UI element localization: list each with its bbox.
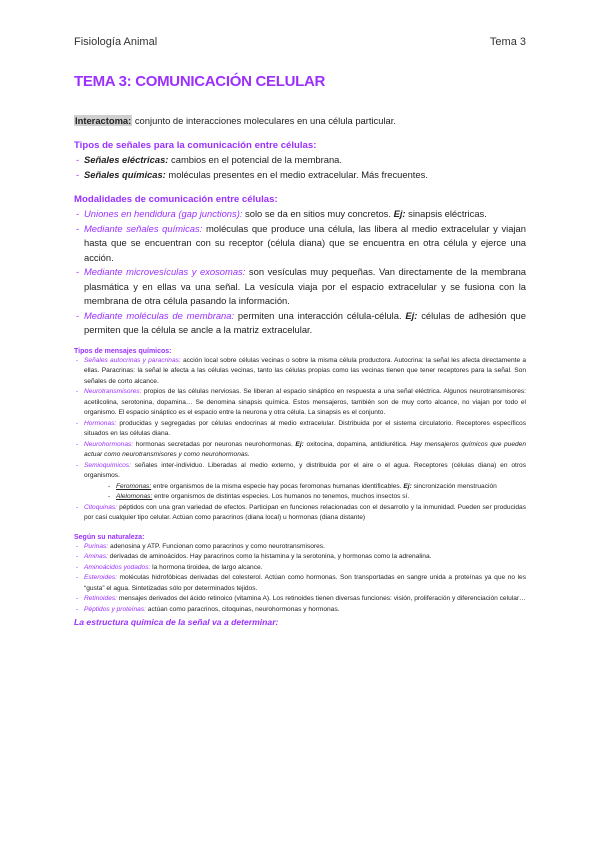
heading-modalidades: Modalidades de comunicación entre células: bbox=[74, 194, 278, 205]
heading-naturaleza: Según su naturaleza: bbox=[74, 533, 145, 541]
list-item: - Hormonas: producidas y segregadas por células endocrinas al medio extracelular. Distribuida por el sistema circulatorio. Receptores específicos situados en las células diana. bbox=[76, 419, 526, 437]
list-item: - Neurotransmisores: propios de las células nerviosas. Se liberan al espacio sináptico en respuesta a una señal eléctrica. Algunos neurotransmisores: acetilcolina, serotonina, dopamina… Se denomina sinapsis química. Estos mensajeros, también son de muy corto alcance, no viajan por todo el organismo. El espacio sináptico es el espacio entre la neurona y otra célula. La sinapsis es el conjunto. bbox=[76, 388, 526, 416]
list-item: - Citoquinas: péptidos con una gran variedad de efectos. Participan en funciones relacionadas con el desarrollo y la inmunidad. Pueden ser producidas por casi cualquier tipo celular. Actúan como paracrinos (diana local) u hormonas (diana distante) bbox=[76, 503, 526, 521]
list-item: - Neurohormonas: hormonas secretadas por neuronas neurohormonas. Ej: oxitocina, dopamina, antidiurética. Hay mensajeros químicos que pueden actuar como neurotransmisores y como neurohormonas. bbox=[76, 440, 526, 458]
page-title: TEMA 3: COMUNICACIÓN CELULAR bbox=[74, 73, 326, 90]
list-item: - Señales químicas: moléculas presentes en el medio extracelular. Más frecuentes. bbox=[76, 168, 428, 180]
page-header bbox=[74, 36, 526, 48]
header-course: Fisiología Animal bbox=[74, 36, 158, 48]
list-item: - Mediante microvesículas y exosomas: son vesículas muy pequeñas. Van directamente de la membrana plasmática y en ellas va una señal. La vesícula viaja por el espacio extracelular y se fusiona con la membrana de otra célula pasando la información. bbox=[76, 266, 526, 306]
interactoma-definition: Interactoma: conjunto de interacciones moleculares en una célula particular. bbox=[75, 115, 396, 126]
list-item: - Aminas: derivadas de aminoácidos. Hay paracrinos como la histamina y la serotonina, y hormonas como la adrenalina. bbox=[76, 553, 432, 560]
list-item: - Mediante moléculas de membrana: permiten una interacción célula-célula. Ej: células de adhesión que permiten que la célula se ancle a la matriz extracelular. bbox=[76, 309, 526, 335]
list-item: - Purinas: adenosina y ATP. Funcionan como paracrinos y como neurotransmisores. bbox=[76, 542, 325, 550]
heading-mensajes: Tipos de mensajes químicos: bbox=[74, 347, 172, 355]
content bbox=[74, 114, 526, 627]
list-item: - Péptidos y proteínas: actúan como paracrinos, citoquinas, neurohormonas y hormonas. bbox=[76, 605, 340, 613]
closing-statement: La estructura química de la señal va a determinar: bbox=[74, 617, 279, 627]
heading-tipos-senales: Tipos de señales para la comunicación entre células: bbox=[74, 140, 317, 151]
list-item: - Feromonas: entre organismos de la misma especie hay pocas feromonas humanas identificables. Ej: sincronización menstruación bbox=[108, 482, 497, 490]
header-topic: Tema 3 bbox=[489, 36, 526, 48]
list-item: - Señales autocrinas y paracrinas: acción local sobre células vecinas o sobre la misma célula productora. Autocrina: la señal les afecta directamente a ellas. Paracrinas: la señal le afecta a las células vecinas, tanto las células propias como las vecinas tienen que tener receptores para la señal. Son señales de corto alcance. bbox=[76, 356, 526, 385]
list-modalidades bbox=[74, 207, 526, 338]
list-item: - Uniones en hendidura (gap junctions): solo se da en sitios muy concretos. Ej: sinapsis eléctricas. bbox=[76, 208, 487, 219]
list-item: - Mediante señales químicas: moléculas que produce una célula, las libera al medio extracelular y viajan hasta que se encuentran con su receptor (célula diana) que se encuentra en otra célula y ejerce una acción. bbox=[76, 222, 526, 263]
list-item: - Semioquímicos: señales inter-individuo. Liberadas al medio externo, y distribuida por el aire o el agua. Receptores (células diana) en otros organismos. - Feromonas: entre organismos de la misma especie hay pocas feromonas humanas identificables. Ej: sincronización menstruación - Alelomonas: entre organismos de distintas especies. Los humanos no tenemos, muchos insectos sí. bbox=[74, 461, 526, 503]
sublist-semioquimicos bbox=[84, 482, 526, 503]
list-item: - Alelomonas: entre organismos de distintas especies. Los humanos no tenemos, muchos insectos sí. bbox=[108, 493, 410, 500]
interactoma-term: Interactoma: bbox=[75, 115, 132, 126]
list-item: - Aminoácidos yodados: la hormona tiroidea, de largo alcance. bbox=[76, 563, 263, 571]
list-item: - Esteroides: moléculas hidrofóbicas derivadas del colesterol. Actúan como hormonas. Son transportadas en sangre unida a proteínas ya que no les “gusta” el agua. Sintetizadas sólo por determinados tejidos. bbox=[76, 574, 526, 592]
list-naturaleza bbox=[74, 542, 526, 616]
list-tipos-senales bbox=[74, 153, 526, 182]
list-mensajes bbox=[74, 356, 526, 524]
list-item: - Señales eléctricas: cambios en el potencial de la membrana. bbox=[76, 154, 342, 165]
list-item: - Retinoides: mensajes derivados del ácido retinoico (vitamina A). Los retinoides tienen diversas funciones: visión, proliferación y diferenciación celular… bbox=[76, 595, 526, 602]
